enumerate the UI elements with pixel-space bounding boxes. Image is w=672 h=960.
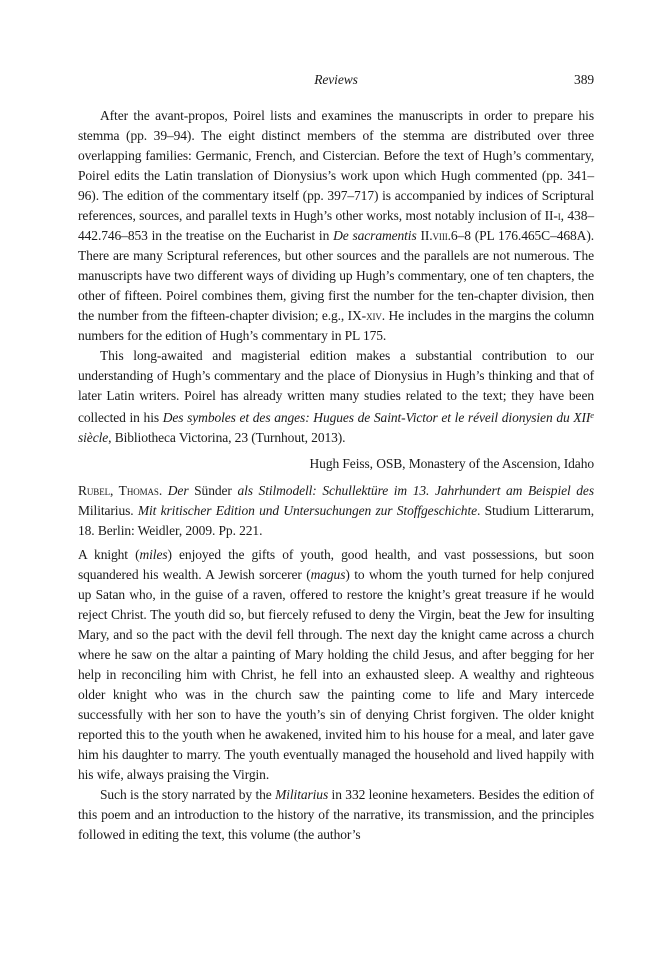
page-content <box>78 70 594 845</box>
running-head <box>78 70 594 90</box>
running-head-title: Reviews <box>314 72 358 87</box>
review2-heading: Rubel, Thomas. Der Sünder als Stilmodell: Schullektüre im 13. Jahrhundert am Beispiel des Militarius. Mit kritischer Edition und Untersuchungen zur Stoffgeschichte. Studium Litterarum, 18. Berlin: Weidler, 2009. Pp. 221. <box>78 482 594 538</box>
page-number: 389 <box>574 72 594 87</box>
review2-paragraph-2: Such is the story narrated by the Militarius in 332 leonine hexameters. Besides the edition of this poem and an introduction to the history of the narrative, its transmission, and the principles followed in editing the text, this volume (the author’s <box>78 786 594 842</box>
review1-paragraph-1: After the avant-propos, Poirel lists and examines the manuscripts in order to prepare his stemma (pp. 39–94). The eight distinct members of the stemma are distributed over three overlapping families: Germanic, French, and Cistercian. Before the text of Hugh’s commentary, Poirel edits the Latin translation of Dionysius’s work upon which Hugh commented (pp. 341–96). The edition of the commentary itself (pp. 397–717) is accompanied by indices of Scriptural references, sources, and parallel texts in Hugh’s other works, most notably inclusion of II-i, 438–442.746–853 in the treatise on the Eucharist in De sacramentis II.viii.6–8 (PL 176.465C–468A). There are many Scriptural references, but other sources and the parallels are not numerous. The manuscripts have two different ways of dividing up Hugh’s commentary, one of ten chapters, the other of fifteen. Poirel combines them, giving first the number for the ten-chapter division, then the number from the fifteen-chapter division; e.g., IX-xiv. He includes in the margins the column numbers for the edition of Hugh’s commentary in PL 175. <box>78 108 595 343</box>
reviewer-signature: Hugh Feiss, OSB, Monastery of the Ascension, Idaho <box>309 455 594 471</box>
review1-paragraph-2: This long-awaited and magisterial edition makes a substantial contribution to our understanding of Hugh’s commentary and the place of Dionysius in Hugh’s thinking and that of later Latin writers. Poirel has already written many studies related to the text; they have been collected in his Des symboles et des anges: Hugues de Saint-Victor et le réveil dionysien du XIIe siècle, Bibliotheca Victorina, 23 (Turnhout, 2013). <box>78 348 594 445</box>
review2-paragraph-1: A knight (miles) enjoyed the gifts of youth, good health, and vast possessions, but soon squandered his wealth. A Jewish sorcerer (magus) to whom the youth turned for help conjured up Satan who, in the guise of a raven, offered to restore the knight’s great treasure if he would reject Christ. The youth did so, but fiercely refused to deny the Virgin, beat the Jew for insulting Mary, and so the pact with the devil fell through. The next day the knight came across a church where he saw on the altar a painting of Mary holding the child Jesus, and after begging for her help in reconciling him with Christ, he fell into an exhausted sleep. A wealthy and righteous older knight who was in the church saw the painting come to life and Mary intercede successfully with her son to have the youth’s sin of denying Christ forgiven. The older knight reported this to the youth when he awakened, invited him to his house for a meal, and later gave him his daughter to marry. The youth eventually managed the household and lived happily with his wife, always praising the Virgin. <box>78 546 594 782</box>
